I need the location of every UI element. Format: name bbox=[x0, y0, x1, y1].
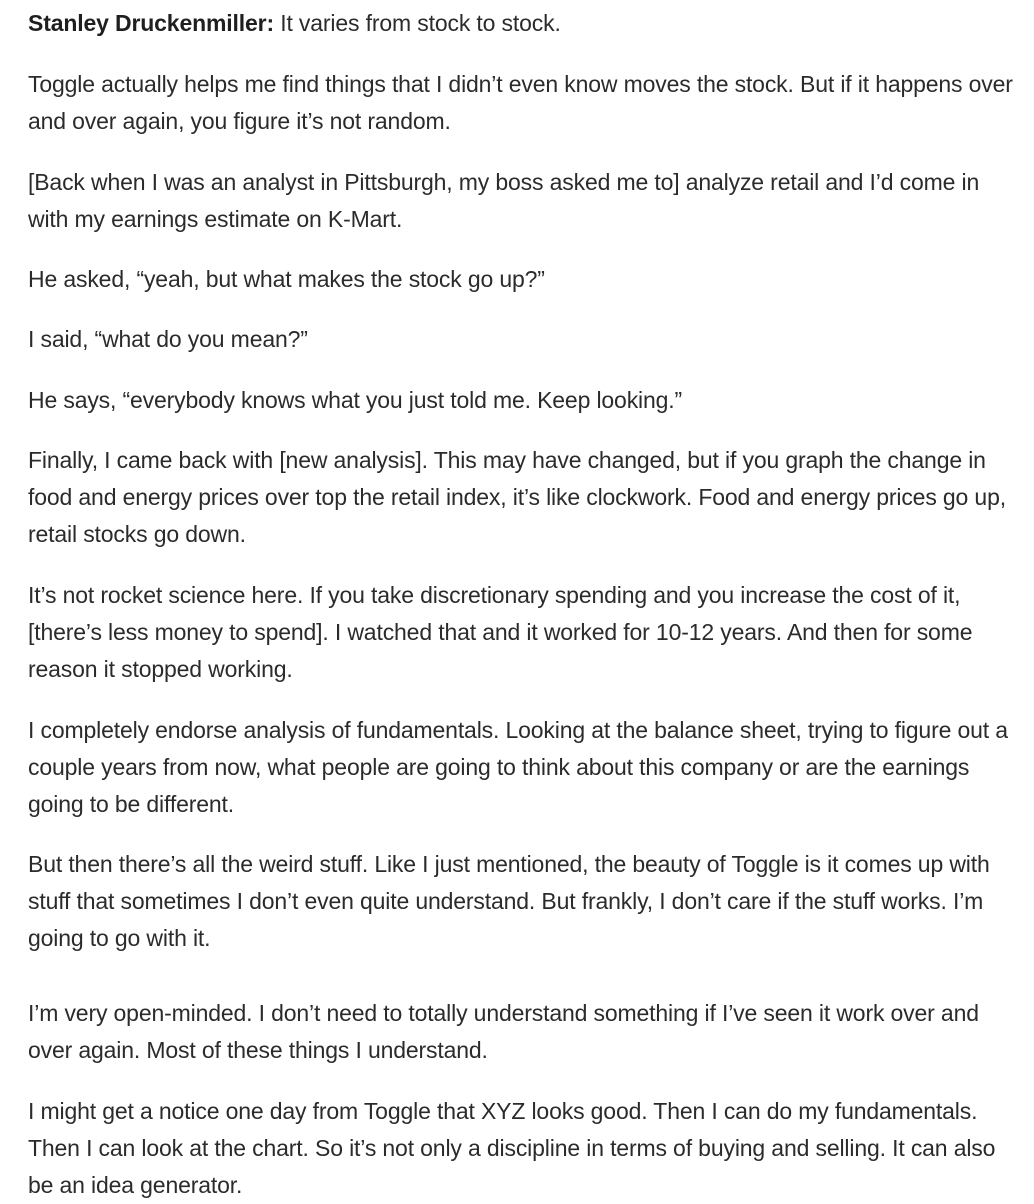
paragraph: I’m very open-minded. I don’t need to totally understand something if I’ve seen it work over and over again. Most of these things I understand. bbox=[28, 1000, 979, 1063]
speaker-statement: It varies from stock to stock. bbox=[273, 10, 561, 36]
speaker-name: Stanley Druckenmiller: bbox=[28, 10, 274, 36]
paragraph: But then there’s all the weird stuff. Like I just mentioned, the beauty of Toggle is it comes up with stuff that sometimes I don’t even quite understand. But frankly, I don’t care if the stuff works. I’m going to go with it. bbox=[28, 851, 990, 951]
paragraph: I completely endorse analysis of fundamentals. Looking at the balance sheet, trying to figure out a couple years from now, what people are going to think about this company or are the earnings going to be different. bbox=[28, 717, 1008, 817]
paragraph: [Back when I was an analyst in Pittsburgh, my boss asked me to] analyze retail and I’d come in with my earnings estimate on K-Mart. bbox=[28, 169, 980, 232]
paragraph: Finally, I came back with [new analysis]. This may have changed, but if you graph the change in food and energy prices over top the retail index, it’s like clockwork. Food and energy prices go up, retail stocks go down. bbox=[28, 447, 1006, 547]
paragraph: He says, “everybody knows what you just told me. Keep looking.” bbox=[28, 387, 683, 413]
speaker-paragraph bbox=[28, 5, 1018, 42]
paragraph: It’s not rocket science here. If you take discretionary spending and you increase the cost of it, [there’s less money to spend]. I watched that and it worked for 10-12 years. And then for some reason it stopped working. bbox=[28, 582, 973, 682]
paragraph: Toggle actually helps me find things that I didn’t even know moves the stock. But if it happens over and over again, you figure it’s not random. bbox=[28, 71, 1013, 134]
paragraph: I said, “what do you mean?” bbox=[28, 326, 308, 352]
paragraph: He asked, “yeah, but what makes the stock go up?” bbox=[28, 266, 545, 292]
paragraph: I might get a notice one day from Toggle that XYZ looks good. Then I can do my fundamentals. Then I can look at the chart. So it’s not only a discipline in terms of buying and selling. It can also be an idea generator. bbox=[28, 1098, 996, 1198]
